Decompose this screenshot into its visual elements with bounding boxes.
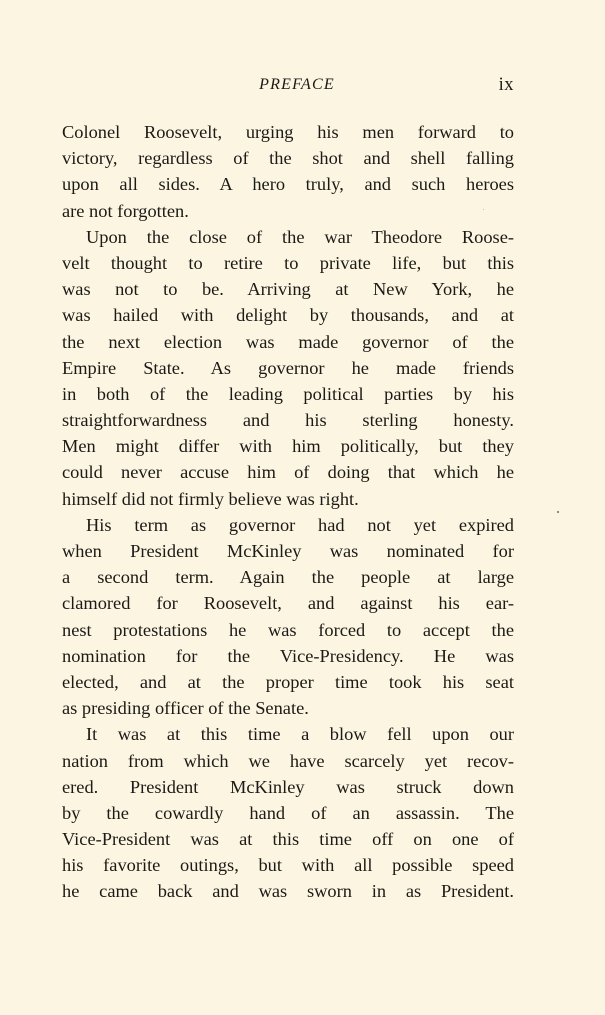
text-line: he came back and was sworn in as President. [62, 881, 514, 902]
text-line: Colonel Roosevelt, urging his men forward to [62, 122, 514, 142]
text-line: straightforwardness and his sterling honesty. [62, 410, 514, 431]
running-title: PREFACE [259, 76, 335, 93]
text-line: Vice-President was at this time off on one of [62, 829, 514, 850]
text-line: could never accuse him of doing that which he [62, 462, 514, 483]
text-line: himself did not firmly believe was right. [62, 488, 359, 509]
body-text [62, 119, 514, 905]
text-line: It was at this time a blow fell upon our [86, 724, 514, 745]
text-line: Empire State. As governor he made friends [62, 357, 514, 378]
running-head [62, 76, 514, 100]
page-number: ix [498, 75, 514, 95]
text-line: his favorite outings, but with all possible speed [62, 855, 514, 876]
paper-speck [483, 209, 484, 210]
text-line: was hailed with delight by thousands, and at [62, 305, 514, 326]
text-line: when President McKinley was nominated for [62, 541, 514, 561]
text-line: are not forgotten. [62, 200, 189, 221]
text-line: nation from which we have scarcely yet recov- [62, 750, 514, 771]
text-line: nomination for the Vice-Presidency. He was [62, 645, 514, 666]
text-line: as presiding officer of the Senate. [62, 698, 309, 719]
text-line: in both of the leading political parties by his [62, 383, 514, 404]
text-line: victory, regardless of the shot and shell falling [62, 148, 514, 169]
text-line: nest protestations he was forced to accept the [62, 619, 514, 640]
text-line: Men might differ with him politically, but they [62, 436, 514, 457]
text-line: ered. President McKinley was struck down [62, 776, 514, 797]
text-line: velt thought to retire to private life, but this [62, 252, 514, 273]
text-line: His term as governor had not yet expired [86, 514, 514, 535]
text-line: was not to be. Arriving at New York, he [62, 279, 514, 300]
text-line: by the cowardly hand of an assassin. The [62, 802, 514, 823]
text-line: a second term. Again the people at large [62, 567, 514, 588]
text-line: Upon the close of the war Theodore Roose- [86, 226, 514, 247]
paper-speck [557, 511, 559, 513]
text-line: upon all sides. A hero truly, and such heroes [62, 174, 514, 195]
text-line: elected, and at the proper time took his seat [62, 671, 514, 692]
text-line: the next election was made governor of the [62, 331, 514, 352]
text-line: clamored for Roosevelt, and against his ear- [62, 593, 514, 614]
